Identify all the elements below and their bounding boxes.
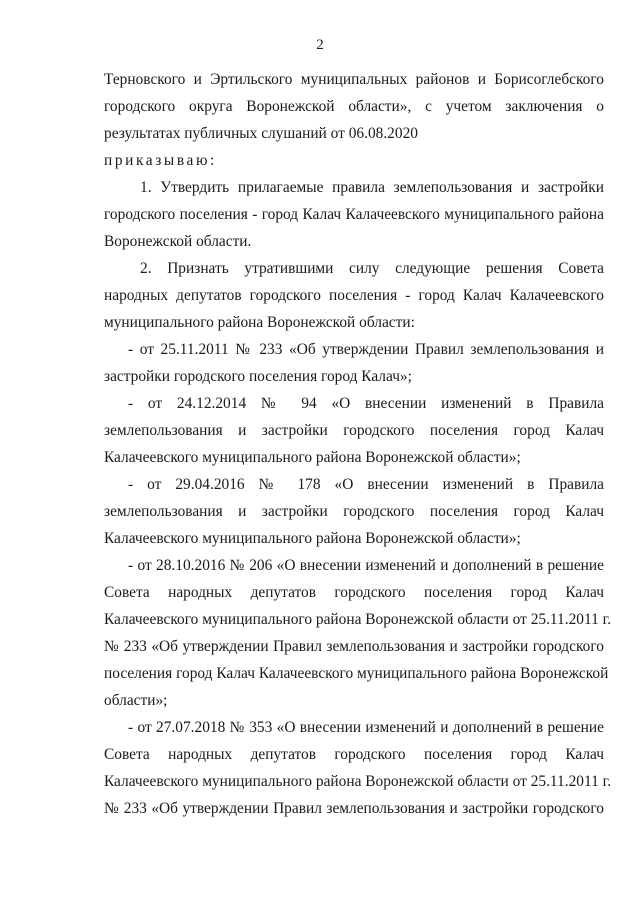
body-line: землепользования и застройки городского поселения город Калач (104, 503, 604, 520)
body-line: застройки городского поселения город Калач»; (104, 368, 412, 385)
decision-line: - от 29.04.2016 № 178 «О внесении изменений в Правила (128, 476, 604, 493)
body-line: землепользования и застройки городского поселения город Калач (104, 422, 604, 439)
page-number: 2 (316, 37, 324, 53)
body-line: Калачеевского муниципального района Воронежской области»; (104, 530, 521, 547)
decision-line: - от 24.12.2014 № 94 «О внесении изменений в Правила (128, 395, 604, 412)
body-line: городского поселения - город Калач Калачеевского муниципального района (104, 206, 604, 223)
decision-line: - от 27.07.2018 № 353 «О внесении изменений и дополнений в решение (128, 719, 604, 736)
body-line: городского округа Воронежской области», с учетом заключения о (104, 98, 604, 115)
body-line: поселения город Калач Калачеевского муниципального района Воронежской (104, 665, 609, 682)
body-line: Калачеевского муниципального района Воронежской области от 25.11.2011 г. (104, 611, 612, 628)
body-line: Калачеевского муниципального района Воронежской области от 25.11.2011 г. (104, 773, 612, 790)
order-keyword: приказываю: (104, 152, 217, 169)
body-line: № 233 «Об утверждении Правил землепользования и застройки городского (104, 638, 604, 655)
body-line: муниципального района Воронежской области: (104, 314, 415, 331)
body-line: Совета народных депутатов городского поселения город Калач (104, 746, 604, 763)
body-line: народных депутатов городского поселения - город Калач Калачеевского (104, 287, 604, 304)
item-1-line: 1. Утвердить прилагаемые правила землепользования и застройки (140, 179, 604, 196)
body-line: Воронежской области. (104, 233, 252, 250)
body-line: результатах публичных слушаний от 06.08.2020 (104, 125, 418, 142)
document-body (104, 66, 612, 822)
body-line: № 233 «Об утверждении Правил землепользования и застройки городского (104, 800, 604, 817)
body-line: Терновского и Эртильского муниципальных районов и Борисоглебского (104, 71, 604, 88)
body-line: области»; (104, 692, 168, 709)
body-line: Совета народных депутатов городского поселения город Калач (104, 584, 604, 601)
item-2-line: 2. Признать утратившими силу следующие решения Совета (140, 260, 604, 277)
body-line: Калачеевского муниципального района Воронежской области»; (104, 449, 521, 466)
decision-line: - от 28.10.2016 № 206 «О внесении изменений и дополнений в решение (128, 557, 604, 574)
decision-line: - от 25.11.2011 № 233 «Об утверждении Правил землепользования и (128, 341, 604, 358)
